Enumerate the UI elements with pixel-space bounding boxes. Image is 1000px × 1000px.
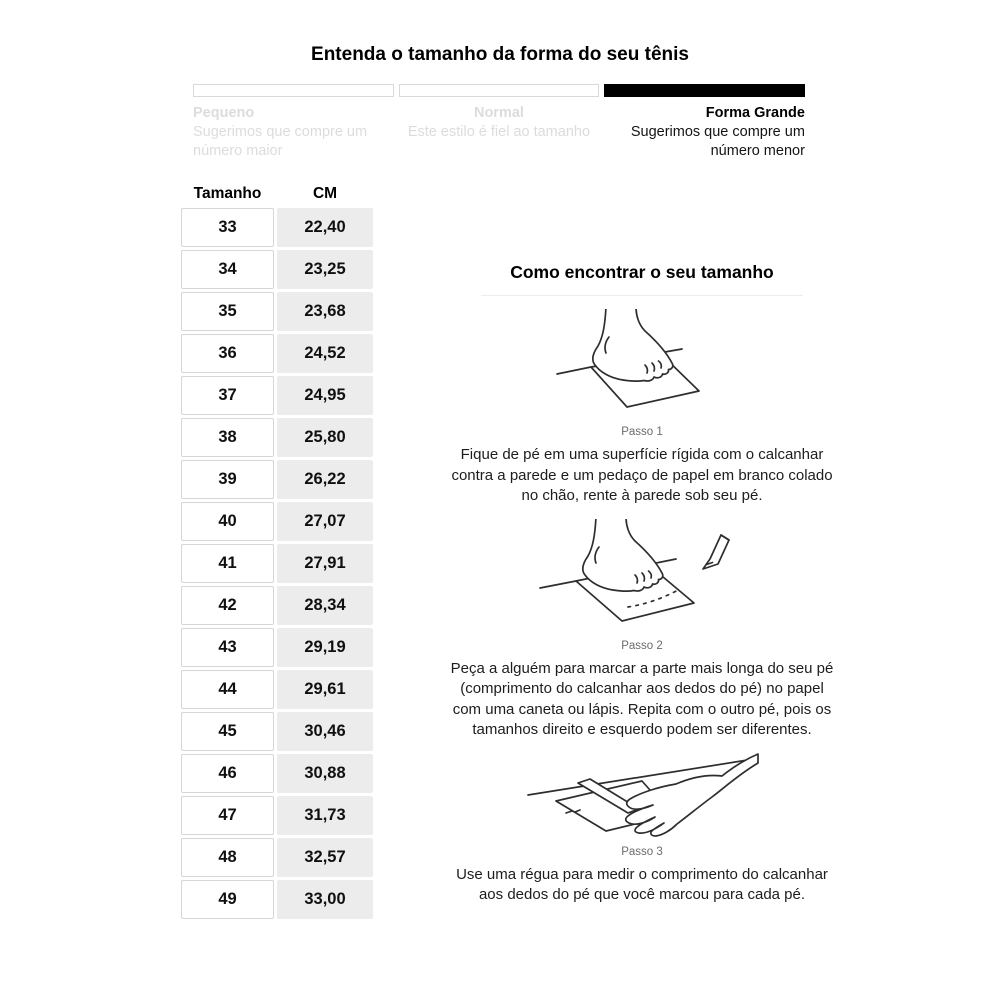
size-table-body: [181, 208, 373, 919]
table-row: [181, 670, 373, 709]
table-row: [181, 628, 373, 667]
step2-caption: Passo 2: [621, 639, 663, 652]
cm-cell: 30,46: [277, 712, 373, 751]
size-column-header: Tamanho: [193, 185, 262, 202]
cm-cell: 25,80: [277, 418, 373, 457]
size-cell: 49: [181, 880, 274, 919]
meter-label-large-title: Forma Grande: [705, 105, 805, 121]
step3-caption: Passo 3: [621, 845, 663, 858]
step2-text: Peça a alguém para marcar a parte mais longa do seu pé (comprimento do calcanhar aos dedos do pé) no papel com uma caneta ou lápis. Repita com o outro pé, pois os tamanhos direito e esquerdo podem ser diferentes.: [450, 659, 834, 738]
meter-label-normal-description: Este estilo é fiel ao tamanho: [407, 124, 591, 140]
size-cell: 36: [181, 334, 274, 373]
meter-segment-normal: [399, 84, 600, 97]
cm-cell: 27,91: [277, 544, 373, 583]
size-cell: 38: [181, 418, 274, 457]
size-cell: 48: [181, 838, 274, 877]
cm-cell: 23,68: [277, 292, 373, 331]
cm-cell: 22,40: [277, 208, 373, 247]
size-cell: 35: [181, 292, 274, 331]
table-row: [181, 754, 373, 793]
cm-column-header: CM: [312, 185, 338, 202]
table-row: [181, 460, 373, 499]
cm-cell: 28,34: [277, 586, 373, 625]
table-row: [181, 418, 373, 457]
table-row: [181, 292, 373, 331]
cm-cell: 24,95: [277, 376, 373, 415]
meter-segment-small: [193, 84, 394, 97]
size-cell: 33: [181, 208, 274, 247]
table-row: [181, 208, 373, 247]
size-table-header: [181, 184, 373, 204]
cm-cell: 26,22: [277, 460, 373, 499]
cm-cell: 32,57: [277, 838, 373, 877]
size-cell: 37: [181, 376, 274, 415]
size-cell: 43: [181, 628, 274, 667]
size-cell: 42: [181, 586, 274, 625]
table-row: [181, 250, 373, 289]
hand-with-ruler-illustration: [522, 753, 762, 841]
size-cell: 34: [181, 250, 274, 289]
meter-label-large-description: Sugerimos que compre um número menor: [630, 124, 805, 159]
size-cell: 39: [181, 460, 274, 499]
meter-segment-large-active: [604, 84, 805, 97]
meter-label-small: [193, 104, 397, 161]
fit-meter-labels: [193, 104, 805, 161]
size-cell: 41: [181, 544, 274, 583]
cm-cell: 27,07: [277, 502, 373, 541]
table-row: [181, 376, 373, 415]
guide-title: Como encontrar o seu tamanho: [510, 262, 774, 282]
cm-cell: 29,19: [277, 628, 373, 667]
meter-label-large: [601, 104, 805, 161]
cm-cell: 30,88: [277, 754, 373, 793]
guide-divider: [481, 295, 803, 296]
cm-cell: 24,52: [277, 334, 373, 373]
table-row: [181, 544, 373, 583]
table-row: [181, 712, 373, 751]
step1-caption: Passo 1: [621, 426, 663, 438]
foot-on-paper-pencil-illustration: [522, 519, 762, 635]
meter-label-normal-title: Normal: [473, 105, 524, 121]
size-cell: 44: [181, 670, 274, 709]
table-row: [181, 586, 373, 625]
size-cell: 40: [181, 502, 274, 541]
meter-label-normal: [397, 104, 601, 161]
page-title: Entenda o tamanho da forma do seu tênis: [311, 44, 689, 65]
table-row: [181, 796, 373, 835]
fit-meter: [193, 84, 805, 97]
cm-cell: 23,25: [277, 250, 373, 289]
step1-text: Fique de pé em uma superfície rígida com o calcanhar contra a parede e um pedaço de papel em branco colado no chão, rente à parede sob seu pé.: [451, 446, 833, 504]
size-cell: 47: [181, 796, 274, 835]
step3-text: Use uma régua para medir o comprimento do calcanhar aos dedos do pé que você marcou para cada pé.: [456, 865, 828, 903]
table-row: [181, 838, 373, 877]
foot-on-paper-illustration: [532, 309, 752, 421]
cm-cell: 29,61: [277, 670, 373, 709]
size-cell: 46: [181, 754, 274, 793]
table-row: [181, 502, 373, 541]
measuring-guide: [446, 262, 838, 906]
meter-label-small-description: Sugerimos que compre um número maior: [193, 124, 368, 159]
cm-cell: 33,00: [277, 880, 373, 919]
table-row: [181, 334, 373, 373]
size-cell: 45: [181, 712, 274, 751]
meter-label-small-title: Pequeno: [193, 105, 255, 121]
table-row: [181, 880, 373, 919]
cm-cell: 31,73: [277, 796, 373, 835]
size-table: [181, 184, 373, 922]
